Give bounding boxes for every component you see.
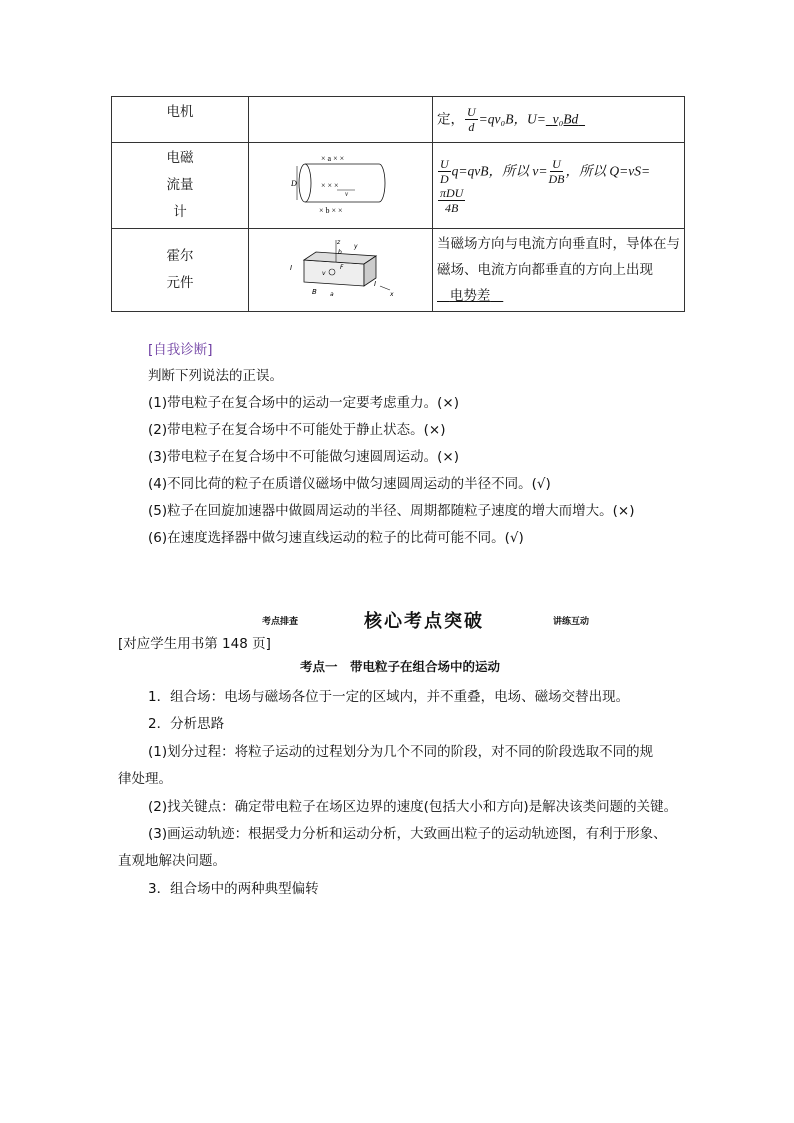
svg-text:y: y xyxy=(353,243,358,250)
paragraph: 3．组合场中的两种典型偏转 xyxy=(148,881,319,897)
svg-text:× b × ×: × b × × xyxy=(318,205,343,215)
section-title: 核心考点突破 xyxy=(364,611,484,632)
svg-text:b: b xyxy=(337,249,342,256)
page-reference: [对应学生用书第 148 页] xyxy=(118,636,271,652)
paragraph: 1．组合场：电场与磁场各位于一定的区域内，并不重叠，电场、磁场交替出现。 xyxy=(148,689,630,705)
svg-text:a: a xyxy=(329,291,334,298)
svg-text:F: F xyxy=(339,264,343,271)
hall-figure xyxy=(249,229,433,312)
svg-text:v: v xyxy=(344,189,348,198)
paragraph: 律处理。 xyxy=(118,771,172,787)
row-name: 电磁 流量 计 xyxy=(112,143,249,229)
paragraph: (1)划分过程：将粒子运动的过程划分为几个不同的阶段，对不同的阶段选取不同的规 xyxy=(148,744,654,760)
flowmeter-diagram xyxy=(291,152,391,216)
fraction: $\frac{U}{d}$ xyxy=(467,105,476,134)
flowmeter-figure xyxy=(249,143,433,229)
diagnosis-item: (1)带电粒子在复合场中的运动一定要考虑重力。(×) xyxy=(148,395,459,411)
svg-text:x: x xyxy=(389,291,394,298)
svg-text:z: z xyxy=(336,239,340,246)
paragraph: 2．分析思路 xyxy=(148,716,225,732)
answer-blank: v₀Bd xyxy=(552,111,579,127)
row-name: 霍尔 元件 xyxy=(112,229,249,312)
row-name: 电机 xyxy=(112,97,249,143)
figure-cell xyxy=(249,97,433,143)
svg-text:B: B xyxy=(311,288,317,296)
answer-blank: 电势差 xyxy=(449,288,491,304)
svg-text:I: I xyxy=(373,280,376,288)
svg-text:D: D xyxy=(290,178,297,188)
paragraph: 直观地解决问题。 xyxy=(118,853,226,869)
diagnosis-item: (6)在速度选择器中做匀速直线运动的粒子的比荷可能不同。(√) xyxy=(148,530,524,546)
svg-text:× × ×: × × × xyxy=(320,180,339,190)
row-text: 定， $\frac{U}{d}$ =qv₀B，U= v₀Bd xyxy=(433,97,685,143)
diagnosis-item: (3)带电粒子在复合场中不可能做匀速圆周运动。(×) xyxy=(148,449,459,465)
self-diagnosis-tag: [自我诊断] xyxy=(148,342,213,358)
svg-text:v: v xyxy=(321,270,326,277)
row-text: $\frac{U}{D}$ q=qvB，所以 v= $\frac{U}{DB}$ ，所以 Q=vS= $\frac{\text{πDU}}{4B}$ xyxy=(433,143,685,229)
diagnosis-item: (5)粒子在回旋加速器中做圆周运动的半径、周期都随粒子速度的增大而增大。(×) xyxy=(148,503,635,519)
kaodian-title: 考点一 带电粒子在组合场中的运动 xyxy=(300,659,501,674)
svg-text:× a × ×: × a × × xyxy=(320,153,344,163)
diagnosis-item: (4)不同比荷的粒子在质谱仪磁场中做匀速圆周运动的半径不同。(√) xyxy=(148,476,551,492)
comparison-table xyxy=(111,96,685,312)
paragraph: (3)画运动轨迹：根据受力分析和运动分析，大致画出粒子的运动轨迹图，有利于形象、 xyxy=(148,826,667,842)
svg-text:I: I xyxy=(289,264,292,272)
hall-element-diagram xyxy=(286,236,396,300)
paragraph: (2)找关键点：确定带电粒子在场区边界的速度(包括大小和方向)是解决该类问题的关键。 xyxy=(148,799,678,815)
diagnosis-item: (2)带电粒子在复合场中不可能处于静止状态。(×) xyxy=(148,422,446,438)
row-text: 当磁场方向与电流方向垂直时，导体在与磁场、电流方向都垂直的方向上出现 电势差 xyxy=(433,229,685,312)
diagnosis-intro: 判断下列说法的正误。 xyxy=(148,368,283,384)
